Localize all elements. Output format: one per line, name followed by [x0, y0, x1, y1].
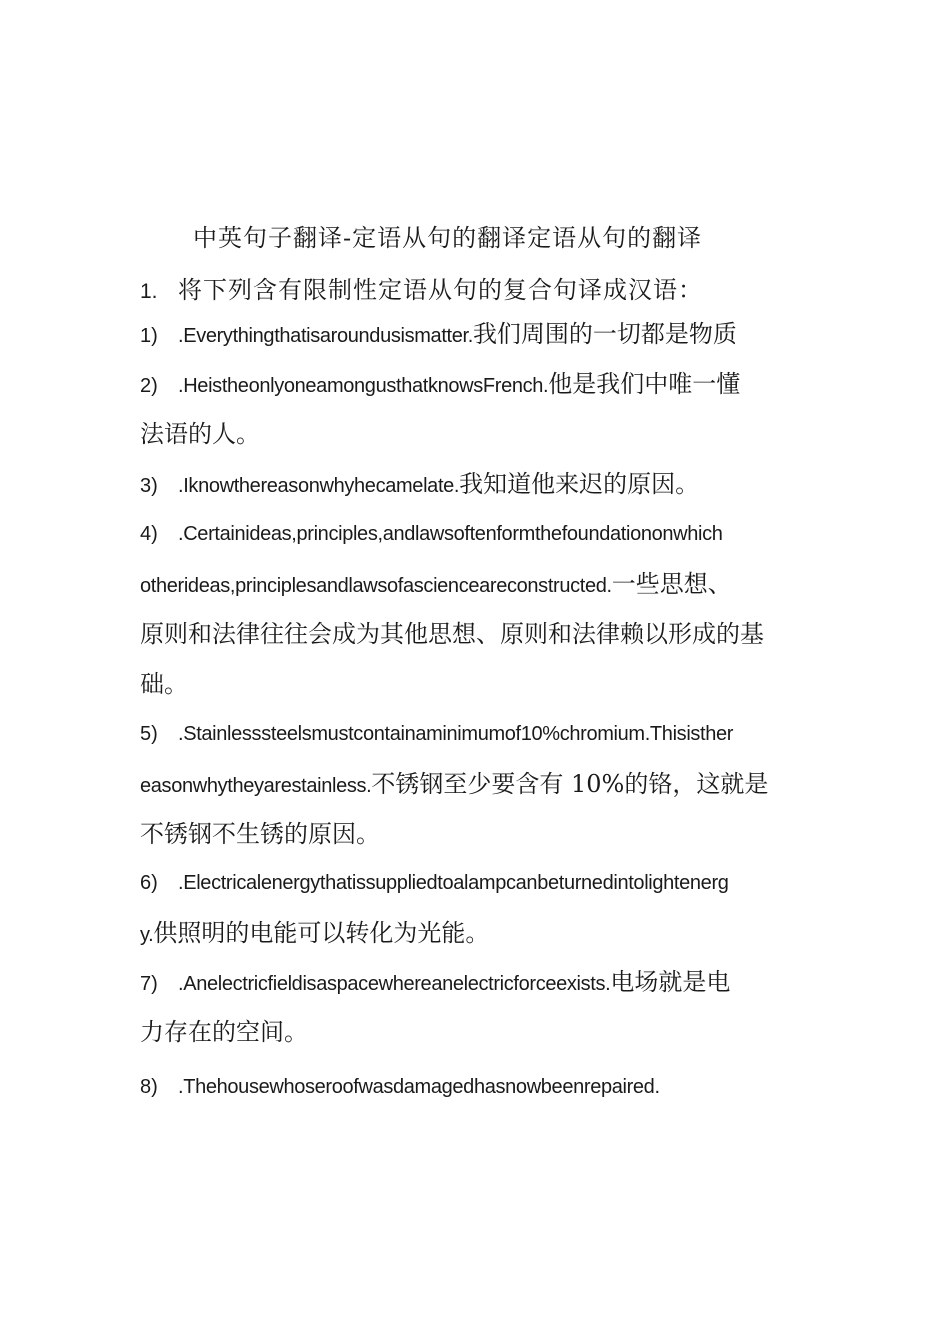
- chinese-text: 不锈钢至少要含有 10%的铬，这就是: [371, 770, 769, 798]
- list-item: [140, 317, 830, 367]
- chinese-text: 供照明的电能可以转化为光能。: [153, 919, 490, 947]
- chinese-text: 不锈钢不生锈的原因。: [140, 820, 380, 848]
- list-item: [140, 717, 830, 867]
- list-item-line: [140, 817, 830, 867]
- chinese-text: 我们周围的一切都是物质: [472, 320, 737, 348]
- list-item-line: [140, 467, 830, 517]
- chinese-text: 力存在的空间。: [140, 1018, 308, 1046]
- list-item: [140, 367, 830, 467]
- item-number: 3): [140, 475, 158, 497]
- english-text: .HeistheonlyoneamongusthatknowsFrench.: [178, 375, 549, 397]
- chinese-text: 我知道他来迟的原因。: [459, 470, 700, 498]
- english-text: y.: [140, 924, 154, 946]
- item-number: 1): [140, 325, 158, 347]
- english-text: .Thehousewhoseroofwasdamagedhasnowbeenrepaired.: [178, 1076, 660, 1098]
- english-text: .Anelectricfieldisaspacewhereanelectricforceexists.: [178, 973, 611, 995]
- document-title: 中英句子翻译-定语从句的翻译定语从句的翻译: [193, 224, 703, 252]
- item-number: 4): [140, 523, 158, 545]
- list-item-line: [140, 916, 830, 966]
- section-number: 1.: [140, 280, 158, 303]
- list-item-line: [140, 567, 830, 617]
- chinese-text: 础。: [140, 670, 188, 698]
- list-item: [140, 1070, 830, 1120]
- english-text: easonwhytheyarestainless.: [140, 775, 372, 797]
- list-item-line: [140, 1015, 830, 1065]
- list-item-line: [140, 367, 830, 417]
- english-text: .Certainideas,principles,andlawsoftenformthefoundationonwhich: [178, 523, 723, 545]
- list-item-line: [140, 1070, 830, 1120]
- list-item: [140, 517, 830, 717]
- list-item-line: [140, 417, 830, 467]
- chinese-text: 他是我们中唯一懂: [548, 370, 741, 398]
- chinese-text: 电场就是电: [610, 968, 731, 996]
- item-number: 6): [140, 872, 158, 894]
- english-text: .Electricalenergythatissuppliedtoalampcanbeturnedintolightenerg: [178, 872, 729, 894]
- chinese-text: 原则和法律往往会成为其他思想、原则和法律赖以形成的基: [140, 620, 764, 648]
- list-item-line: [140, 965, 830, 1015]
- item-number: 5): [140, 723, 158, 745]
- list-item-line: [140, 317, 830, 367]
- chinese-text: 一些思想、: [611, 570, 732, 598]
- english-text: .Stainlesssteelsmustcontainaminimumof10%chromium.Thisisther: [178, 723, 734, 745]
- list-item: [140, 467, 830, 517]
- english-text: .Everythingthatisaroundusismatter.: [178, 325, 473, 347]
- list-item-line: [140, 517, 830, 567]
- list-item: [140, 866, 830, 966]
- chinese-text: 法语的人。: [140, 420, 260, 448]
- list-item-line: [140, 717, 830, 767]
- english-text: .Iknowthereasonwhyhecamelate.: [178, 475, 460, 497]
- list-item: [140, 965, 830, 1065]
- item-number: 2): [140, 375, 158, 397]
- list-item-line: [140, 617, 830, 667]
- list-item-line: [140, 767, 830, 817]
- list-item-line: [140, 667, 830, 717]
- section-heading-text: 将下列含有限制性定语从句的复合句译成汉语：: [178, 276, 703, 304]
- english-text: otherideas,principlesandlawsofascienceareconstructed.: [140, 575, 612, 597]
- section-heading: [140, 270, 703, 305]
- item-number: 7): [140, 973, 158, 995]
- item-number: 8): [140, 1076, 158, 1098]
- list-item-line: [140, 866, 830, 916]
